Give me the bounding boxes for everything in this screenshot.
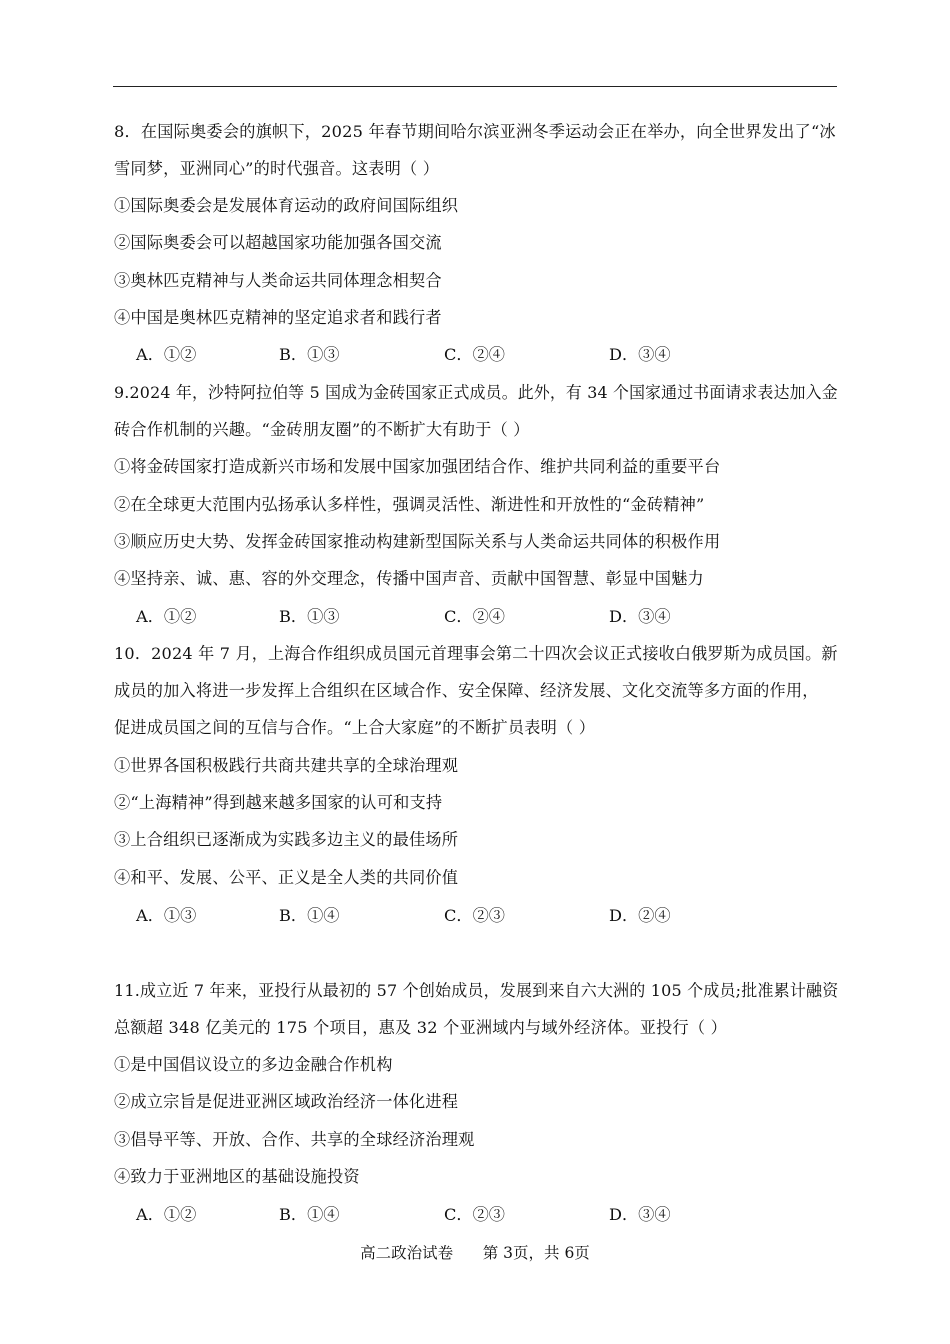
statement-item: ③上合组织已逐渐成为实践多边主义的最佳场所	[114, 830, 459, 849]
option-d[interactable]: D．②④	[609, 906, 671, 925]
answer-options	[136, 905, 836, 927]
option-a[interactable]: A．①②	[136, 345, 197, 364]
option-b[interactable]: B．①③	[279, 607, 340, 626]
statement-item: ②在全球更大范围内弘扬承认多样性，强调灵活性、渐进性和开放性的“金砖精神”	[114, 495, 705, 514]
statement-item: ①世界各国积极践行共商共建共享的全球治理观	[114, 756, 459, 775]
statement-item: ②“上海精神”得到越来越多国家的认可和支持	[114, 793, 443, 812]
answer-options	[136, 1204, 836, 1226]
option-b[interactable]: B．①④	[279, 906, 340, 925]
question-stem-line: 成员的加入将进一步发挥上合组织在区域合作、安全保障、经济发展、文化交流等多方面的作用，	[114, 681, 819, 700]
statement-item: ④和平、发展、公平、正义是全人类的共同价值	[114, 868, 459, 887]
option-a[interactable]: A．①②	[136, 1205, 197, 1224]
statement-item: ④致力于亚洲地区的基础设施投资	[114, 1167, 360, 1186]
statement-item: ①国际奥委会是发展体育运动的政府间国际组织	[114, 196, 459, 215]
question-stem-line: 总额超 348 亿美元的 175 个项目，惠及 32 个亚洲域内与域外经济体。亚投行（ ）	[114, 1018, 728, 1037]
statement-item: ③倡导平等、开放、合作、共享的全球经济治理观	[114, 1130, 475, 1149]
question-stem-line: 11.成立近 7 年来，亚投行从最初的 57 个创始成员，发展到来自六大洲的 105 个成员;批准累计融资	[114, 981, 839, 1000]
option-c[interactable]: C．②③	[444, 906, 505, 925]
answer-options	[136, 606, 836, 628]
question-stem-line: 雪同梦，亚洲同心”的时代强音。这表明（ ）	[114, 159, 440, 178]
option-c[interactable]: C．②③	[444, 1205, 505, 1224]
option-a[interactable]: A．①②	[136, 607, 197, 626]
header-rule	[113, 86, 837, 87]
statement-item: ③奥林匹克精神与人类命运共同体理念相契合	[114, 271, 442, 290]
option-d[interactable]: D．③④	[609, 607, 671, 626]
statement-item: ④中国是奥林匹克精神的坚定追求者和践行者	[114, 308, 442, 327]
statement-item: ①将金砖国家打造成新兴市场和发展中国家加强团结合作、维护共同利益的重要平台	[114, 457, 721, 476]
statement-item: ①是中国倡议设立的多边金融合作机构	[114, 1055, 393, 1074]
statement-item: ③顺应历史大势、发挥金砖国家推动构建新型国际关系与人类命运共同体的积极作用	[114, 532, 721, 551]
question-stem-line: 10．2024 年 7 月，上海合作组织成员国元首理事会第二十四次会议正式接收白俄罗斯为成员国。新	[114, 644, 838, 663]
option-d[interactable]: D．③④	[609, 345, 671, 364]
question-stem-line: 9.2024 年，沙特阿拉伯等 5 国成为金砖国家正式成员。此外，有 34 个国家通过书面请求表达加入金	[114, 383, 838, 402]
option-b[interactable]: B．①③	[279, 345, 340, 364]
option-b[interactable]: B．①④	[279, 1205, 340, 1224]
question-stem-line: 砖合作机制的兴趣。“金砖朋友圈”的不断扩大有助于（ ）	[114, 420, 530, 439]
option-a[interactable]: A．①③	[136, 906, 197, 925]
statement-item: ④坚持亲、诚、惠、容的外交理念，传播中国声音、贡献中国智慧、彰显中国魅力	[114, 569, 704, 588]
option-c[interactable]: C．②④	[444, 607, 505, 626]
option-d[interactable]: D．③④	[609, 1205, 671, 1224]
statement-item: ②成立宗旨是促进亚洲区域政治经济一体化进程	[114, 1092, 459, 1111]
page-footer: 高二政治试卷 第 3页，共 6页	[360, 1244, 590, 1262]
question-stem-line: 促进成员国之间的互信与合作。“上合大家庭”的不断扩员表明（ ）	[114, 718, 596, 737]
statement-item: ②国际奥委会可以超越国家功能加强各国交流	[114, 233, 442, 252]
option-c[interactable]: C．②④	[444, 345, 505, 364]
question-stem-line: 8．在国际奥委会的旗帜下，2025 年春节期间哈尔滨亚洲冬季运动会正在举办，向全世界发出了“冰	[114, 122, 836, 141]
answer-options	[136, 344, 836, 366]
